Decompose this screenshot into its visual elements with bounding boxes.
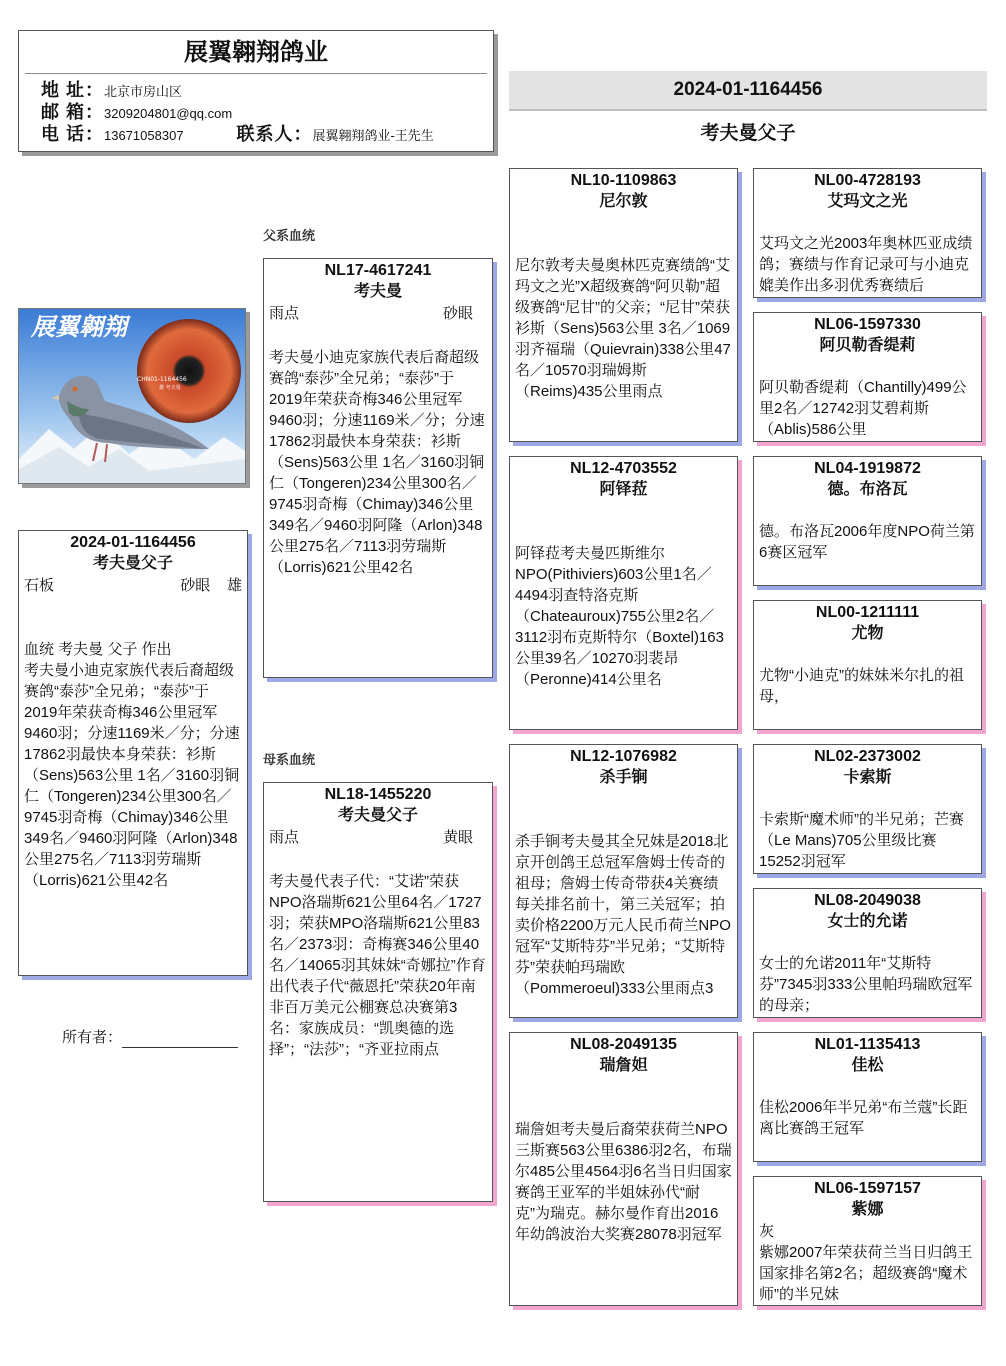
great-grandparent-card (753, 600, 982, 730)
great-grandparent-color: 灰 (759, 1223, 775, 1240)
grandparent-name: 尼尔敦 (599, 193, 648, 210)
sire-section-label: 父系血统 (263, 228, 316, 243)
grandparent-notes: 尼尔敦考夫曼奥林匹克赛绩鸽“艾玛文之光”X超级赛鸽“阿贝勒”超级赛鸽“尼甘”的父亲；“尼甘”荣获衫斯（Sens)563公里 3名／1069羽齐福瑞（Quievrain)338公里47名／10570羽瑞姆斯（Reims)435公里雨点 (515, 257, 731, 400)
dam-ring: NL18-1455220 (324, 786, 432, 803)
grandparent-notes: 杀手锏考夫曼其全兄妹是2018北京开创鸽王总冠军詹姆士传奇的祖母；詹姆士传奇带获4关赛绩每关排名前十，第三关冠军；拍卖价格2200万元人民币荷兰NPO冠军“艾斯特芬”半兄弟；“艾斯特芬”荣获帕玛瑞欧（Pommeroeul)333公里雨点3 (515, 833, 731, 997)
grandparent-card (509, 744, 738, 1018)
title-ring: 2024-01-1164456 (673, 79, 823, 100)
great-grandparent-name: 紫娜 (851, 1201, 884, 1218)
address-label: 地 址： (41, 80, 105, 100)
photo-caption-name: 雄 考夫曼 (159, 385, 181, 391)
great-grandparent-ring: NL00-1211111 (815, 604, 920, 621)
sire-eye: 砂眼 (442, 305, 473, 322)
pigeon-photo (18, 308, 246, 484)
phone-label: 电 话： (41, 124, 105, 144)
grandparent-ring: NL10-1109863 (570, 172, 677, 189)
company-name: 展翼翱翔鸽业 (184, 39, 328, 66)
great-grandparent-notes: 艾玛文之光2003年奥林匹亚成绩鸽；赛绩与作育记录可与小迪克媲美作出多羽优秀赛绩后 (759, 235, 973, 294)
great-grandparent-card (753, 312, 982, 442)
great-grandparent-notes: 尤物“小迪克”的妹妹米尔扎的祖母， (759, 667, 964, 705)
great-grandparent-name: 尤物 (851, 625, 884, 642)
grandparent-notes: 瑞詹妲考夫曼后裔荣获荷兰NPO三斯赛563公里6386羽2名，布瑞尔485公里4564羽6名当日归国家赛鸽王亚军的半姐妹孙代“耐克”为瑞克。赫尔曼作育出2016年幼鸽波治大奖赛28078羽冠军 (515, 1121, 732, 1243)
grandparent-name: 杀手锏 (599, 769, 648, 786)
great-grandparent-ring: NL06-1597157 (814, 1180, 921, 1197)
sire-card (263, 258, 493, 678)
sire-name: 考夫曼 (353, 283, 402, 300)
great-grandparent-name: 阿贝勒香缇莉 (819, 337, 916, 354)
dam-notes: 考夫曼代表子代：“艾诺”荣获NPO洛瑞斯621公里64名／1727羽；荣获MPO洛瑞斯621公里83名／2373羽：奇梅赛346公里40名／14065羽其妹妹“奇娜拉”作育出代表子代“薇恩托”荣获20年南非百万美元公棚赛总决赛第3名：家族成员：“凯奥德的选择”；“法莎”；“齐亚拉雨点 (269, 873, 486, 1058)
grandparent-ring: NL12-4703552 (570, 460, 677, 477)
grandparent-name: 瑞詹妲 (599, 1057, 648, 1074)
great-grandparent-notes: 德。布洛瓦2006年度NPO荷兰第6赛区冠军 (759, 523, 975, 561)
subject-eye: 砂眼 (180, 577, 211, 594)
subject-sex: 雄 (226, 577, 242, 594)
title-name: 考夫曼父子 (700, 123, 796, 144)
dam-eye: 黄眼 (442, 829, 473, 846)
photo-logo-text: 展翼翱翔 (31, 312, 127, 341)
great-grandparent-notes: 佳松2006年半兄弟“布兰蔻”长距离比赛鸽王冠军 (759, 1099, 968, 1137)
title-ring-bar (509, 71, 987, 111)
subject-ring: 2024-01-1164456 (70, 534, 196, 551)
grandparent-card (509, 168, 738, 442)
dam-section-label: 母系血统 (263, 752, 316, 767)
eye-closeup (137, 319, 241, 423)
sire-attributes (264, 303, 492, 325)
photo-caption-ring: CHN01-1164456 (137, 376, 187, 383)
grandparent-ring: NL12-1076982 (570, 748, 677, 765)
great-grandparent-ring: NL06-1597330 (814, 316, 921, 333)
great-grandparent-notes: 阿贝勒香缇莉（Chantilly)499公里2名／12742羽艾碧莉斯（Ablis)586公里 (759, 379, 967, 438)
grandparent-notes: 阿铎菈考夫曼匹斯维尔NPO(Pithiviers)603公里1名／4494羽查特洛克斯（Chateauroux)755公里2名／3112羽布克斯特尔（Boxtel)163公里39名／10270羽裴昂（Peronne)414公里名 (515, 545, 724, 688)
dam-attributes (264, 827, 492, 849)
great-grandparent-name: 德。布洛瓦 (827, 481, 908, 498)
great-grandparent-ring: NL02-2373002 (814, 748, 921, 765)
dam-color: 雨点 (269, 829, 300, 846)
great-grandparent-card (753, 1176, 982, 1306)
great-grandparent-ring: NL00-4728193 (814, 172, 921, 189)
great-grandparent-ring: NL04-1919872 (814, 460, 921, 477)
breeder-header (18, 30, 494, 152)
great-grandparent-name: 卡索斯 (843, 769, 892, 786)
phone-value: 13671058307 (104, 128, 184, 143)
subject-pedigree-line: 血统 考夫曼 父子 作出 (24, 641, 172, 658)
dam-name: 考夫曼父子 (337, 807, 418, 824)
sire-ring: NL17-4617241 (324, 262, 432, 279)
great-grandparent-ring: NL01-1135413 (814, 1036, 921, 1053)
grandparent-ring: NL08-2049135 (570, 1036, 677, 1053)
great-grandparent-name: 艾玛文之光 (827, 193, 908, 210)
great-grandparent-name: 佳松 (851, 1057, 884, 1074)
great-grandparent-card (753, 1032, 982, 1162)
pigeon-photo-illustration (19, 309, 245, 483)
dam-card (263, 782, 493, 1202)
subject-card (18, 530, 248, 976)
subject-name: 考夫曼父子 (92, 555, 173, 572)
subject-attributes (19, 575, 247, 597)
sire-color: 雨点 (269, 305, 300, 322)
sire-notes: 考夫曼小迪克家族代表后裔超级赛鸽“泰莎”全兄弟；“泰莎”于2019年荣获奇梅346公里冠军9460羽；分速1169米／分；分速17862羽最快本身荣获：衫斯（Sens)563公里 1名／3160羽铜仁（Tongeren)234公里300名／9745羽奇梅（Chimay)346公里349名／9460羽阿隆（Arlon)348公里275名／7113羽劳瑞斯（Lorris)621公里42名 (269, 349, 485, 576)
great-grandparent-notes: 女士的允诺2011年“艾斯特芬”7345羽333公里帕玛瑞欧冠军的母亲； (759, 955, 973, 1014)
grandparent-card (509, 456, 738, 730)
great-grandparent-card (753, 168, 982, 298)
great-grandparent-name: 女士的允诺 (827, 913, 908, 930)
address-value: 北京市房山区 (104, 84, 183, 99)
owner-field (62, 1028, 238, 1048)
grandparent-card (509, 1032, 738, 1306)
great-grandparent-notes: 卡索斯“魔术师”的半兄弟；芒赛（Le Mans)705公里级比赛15252羽冠军 (759, 811, 964, 870)
owner-signature-line (122, 1031, 238, 1048)
great-grandparent-card (753, 456, 982, 586)
great-grandparent-ring: NL08-2049038 (814, 892, 921, 909)
subject-notes: 考夫曼小迪克家族代表后裔超级赛鸽“泰莎”全兄弟；“泰莎”于2019年荣获奇梅346公里冠军9460羽；分速1169米／分；分速17862羽最快本身荣获：衫斯（Sens)563公里 1名／3160羽铜仁（Tongeren)234公里300名／9745羽奇梅（Chimay)346公里349名／9460羽阿隆（Arlon)348公里275名／7113羽劳瑞斯（Lorris)621公里42名 (24, 662, 240, 889)
contact-label: 联系人： (236, 124, 313, 144)
great-grandparent-card (753, 888, 982, 1018)
owner-label: 所有者： (62, 1029, 123, 1046)
grandparent-name: 阿铎菈 (599, 481, 648, 498)
great-grandparent-card (753, 744, 982, 874)
great-grandparent-notes: 紫娜2007年荣获荷兰当日归鸽王国家排名第2名；超级赛鸽“魔术师”的半兄妹 (759, 1244, 973, 1303)
email-label: 邮 箱： (41, 102, 105, 122)
contact-value: 展翼翱翔鸽业-王先生 (312, 128, 434, 143)
subject-color: 石板 (24, 577, 55, 594)
email-value: 3209204801@qq.com (104, 106, 233, 121)
